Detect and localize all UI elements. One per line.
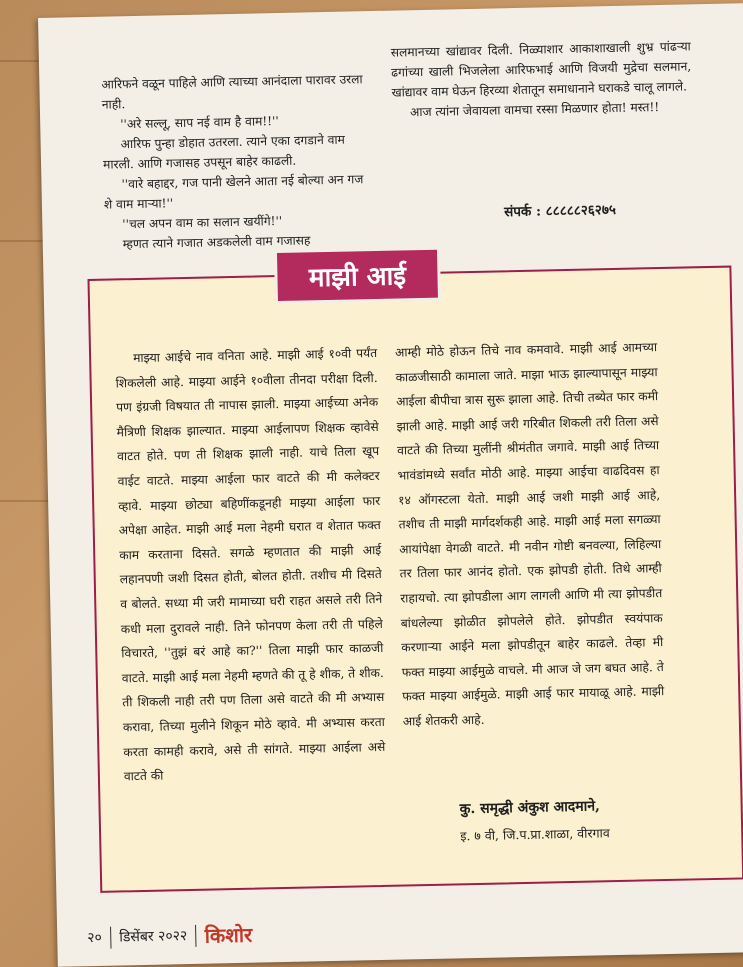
- issue-date: डिसेंबर २०२२: [119, 928, 188, 946]
- article-text: माझ्या आईचे नाव वनिता आहे. माझी आई १०वी पर्यंत शिकलेली आहे. माझ्या आईने १०वीला तीनदा परीक्षा दिली. पण इंग्रजी विषयात ती नापास झाली. माझ्या आईच्या अनेक मैत्रिणी शिक्षक झाल्यात. माझ्या आईलापण शिक्षक व्हावेसे वाटत होते. पण ती शिक्षक झाली नाही. याचे तिला खूप वाईट वाटते. माझ्या आईला फार वाटते की मी कलेक्टर व्हावे. माझ्या छोट्या बहिणींकडूनही माझ्या आईला फार अपेक्षा आहेत. माझी आई मला नेहमी घरात व शेतात फक्त काम करताना दिसते. सगळे म्हणतात की माझी आई लहानपणी जशी दिसत होती, बोलत होती. तशीच मी दिसते व बोलते. सध्या मी जरी मामाच्या घरी राहत असले तरी तिने कधी मला दुरावले नाही. तिने फोनपण केला तरी ती पहिले विचारते, ''तुझं बरं आहे का?'' तिला माझी फार काळजी वाटते. माझी आई मला नेहमी म्हणते की तू हे शीक, ते शीक. ती शिकली नाही तरी पण तिला असे वाटते की मी अभ्यास करावा, तिच्या मुलीने शिकून मोठे व्हावे. मी अभ्यास करता करता कामही करावे, असे ती सांगते. माझ्या आईला असे वाटते की: [115, 345, 386, 784]
- story-paragraph: ''वारे बहाद्दर, गज पानी खेलने आता नई बोल्या अन गज शे वाम माऱ्या!'': [103, 172, 364, 212]
- footer-divider: [110, 926, 112, 948]
- author-school: इ. ७ वी, जि.प.प्रा.शाळा, वीरगाव: [460, 825, 610, 844]
- story-paragraph: आरिफ पुन्हा डोहात उतरला. त्याने एका दगडाने वाम मारली. आणि गजासह उपसून बाहेर काढली.: [102, 132, 346, 172]
- article-column-right: [395, 335, 665, 734]
- story-paragraph: ''अरे सल्लू, साप नई वाम है वाम!!'': [120, 113, 279, 132]
- story-right-column: [391, 36, 693, 122]
- magazine-page: [38, 3, 743, 967]
- story-paragraph: म्हणत त्याने गजात अडकलेली वाम गजासह: [122, 233, 311, 252]
- story-paragraph: आज त्यांना जेवायला वामचा रस्सा मिळणार होता! मस्त!!: [409, 100, 660, 120]
- article-column-left: [115, 341, 386, 789]
- story-paragraph: सलमानच्या खांद्यावर दिली. निळ्याशार आकाशाखाली शुभ्र पांढऱ्या ढगांच्या खाली भिजलेला आरिफभाई आणि विजयी मुद्रेचा सलमान, खांद्यावर वाम घेऊन हिरव्या शेतातून समाधानाने घराकडे चालू लागले.: [390, 39, 692, 100]
- magazine-logo: किशोर: [204, 922, 253, 948]
- page-footer: [57, 898, 743, 967]
- article-title: माझी आई: [277, 250, 438, 301]
- story-left-column: [101, 69, 375, 255]
- page-number: २०: [87, 929, 103, 947]
- story-paragraph: ''चल अपन वाम का सलान खयींगे!'': [122, 213, 283, 232]
- author-name: कु. समृद्धी अंकुश आदमाने,: [459, 798, 601, 818]
- contact-number: संपर्क : ८८८८८२६२७५: [504, 201, 617, 221]
- story-paragraph: आरिफने वळून पाहिले आणि त्याच्या आनंदाला पारावर उरला नाही.: [101, 72, 363, 112]
- article-text: आम्ही मोठे होऊन तिचे नाव कमवावे. माझी आई आमच्या काळजीसाठी कामाला जाते. माझा भाऊ झाल्यापासून माझ्या आईला बीपीचा त्रास सुरू झाला आहे. तिची तब्येत फार कमी झाली आहे. माझी आई जरी गरिबीत शिकली तरी तिला असे वाटते की तिच्या मुलींनी श्रीमंतीत जगावे. माझी आई तिच्या भावंडांमध्ये सर्वांत मोठी आहे. माझ्या आईचा वाढदिवस हा १४ ऑगस्टला येतो. माझी आई जशी माझी आई आहे, तशीच ती माझी मार्गदर्शकही आहे. माझी आई मला सगळ्या आयांपेक्षा वेगळी वाटते. मी नवीन गोष्टी बनवल्या, लिहिल्या तर तिला फार आनंद होतो. एक झोपडी होती. तिथे आम्ही राहायचो. त्या झोपडीला आग लागली आणि मी त्या झोपडीत बांधलेल्या झोळीत झोपलेले होते. झोपडीत स्वयंपाक करणाऱ्या आईने मला झोपडीतून बाहेर काढले. तेव्हा मी फक्त माझ्या आईमुळे वाचले. मी आज जे जग बघत आहे. ते फक्त माझ्या आईमुळे. माझी आई फार मायाळू आहे. माझी आई शेतकरी आहे.: [394, 340, 665, 729]
- footer-divider: [195, 924, 197, 946]
